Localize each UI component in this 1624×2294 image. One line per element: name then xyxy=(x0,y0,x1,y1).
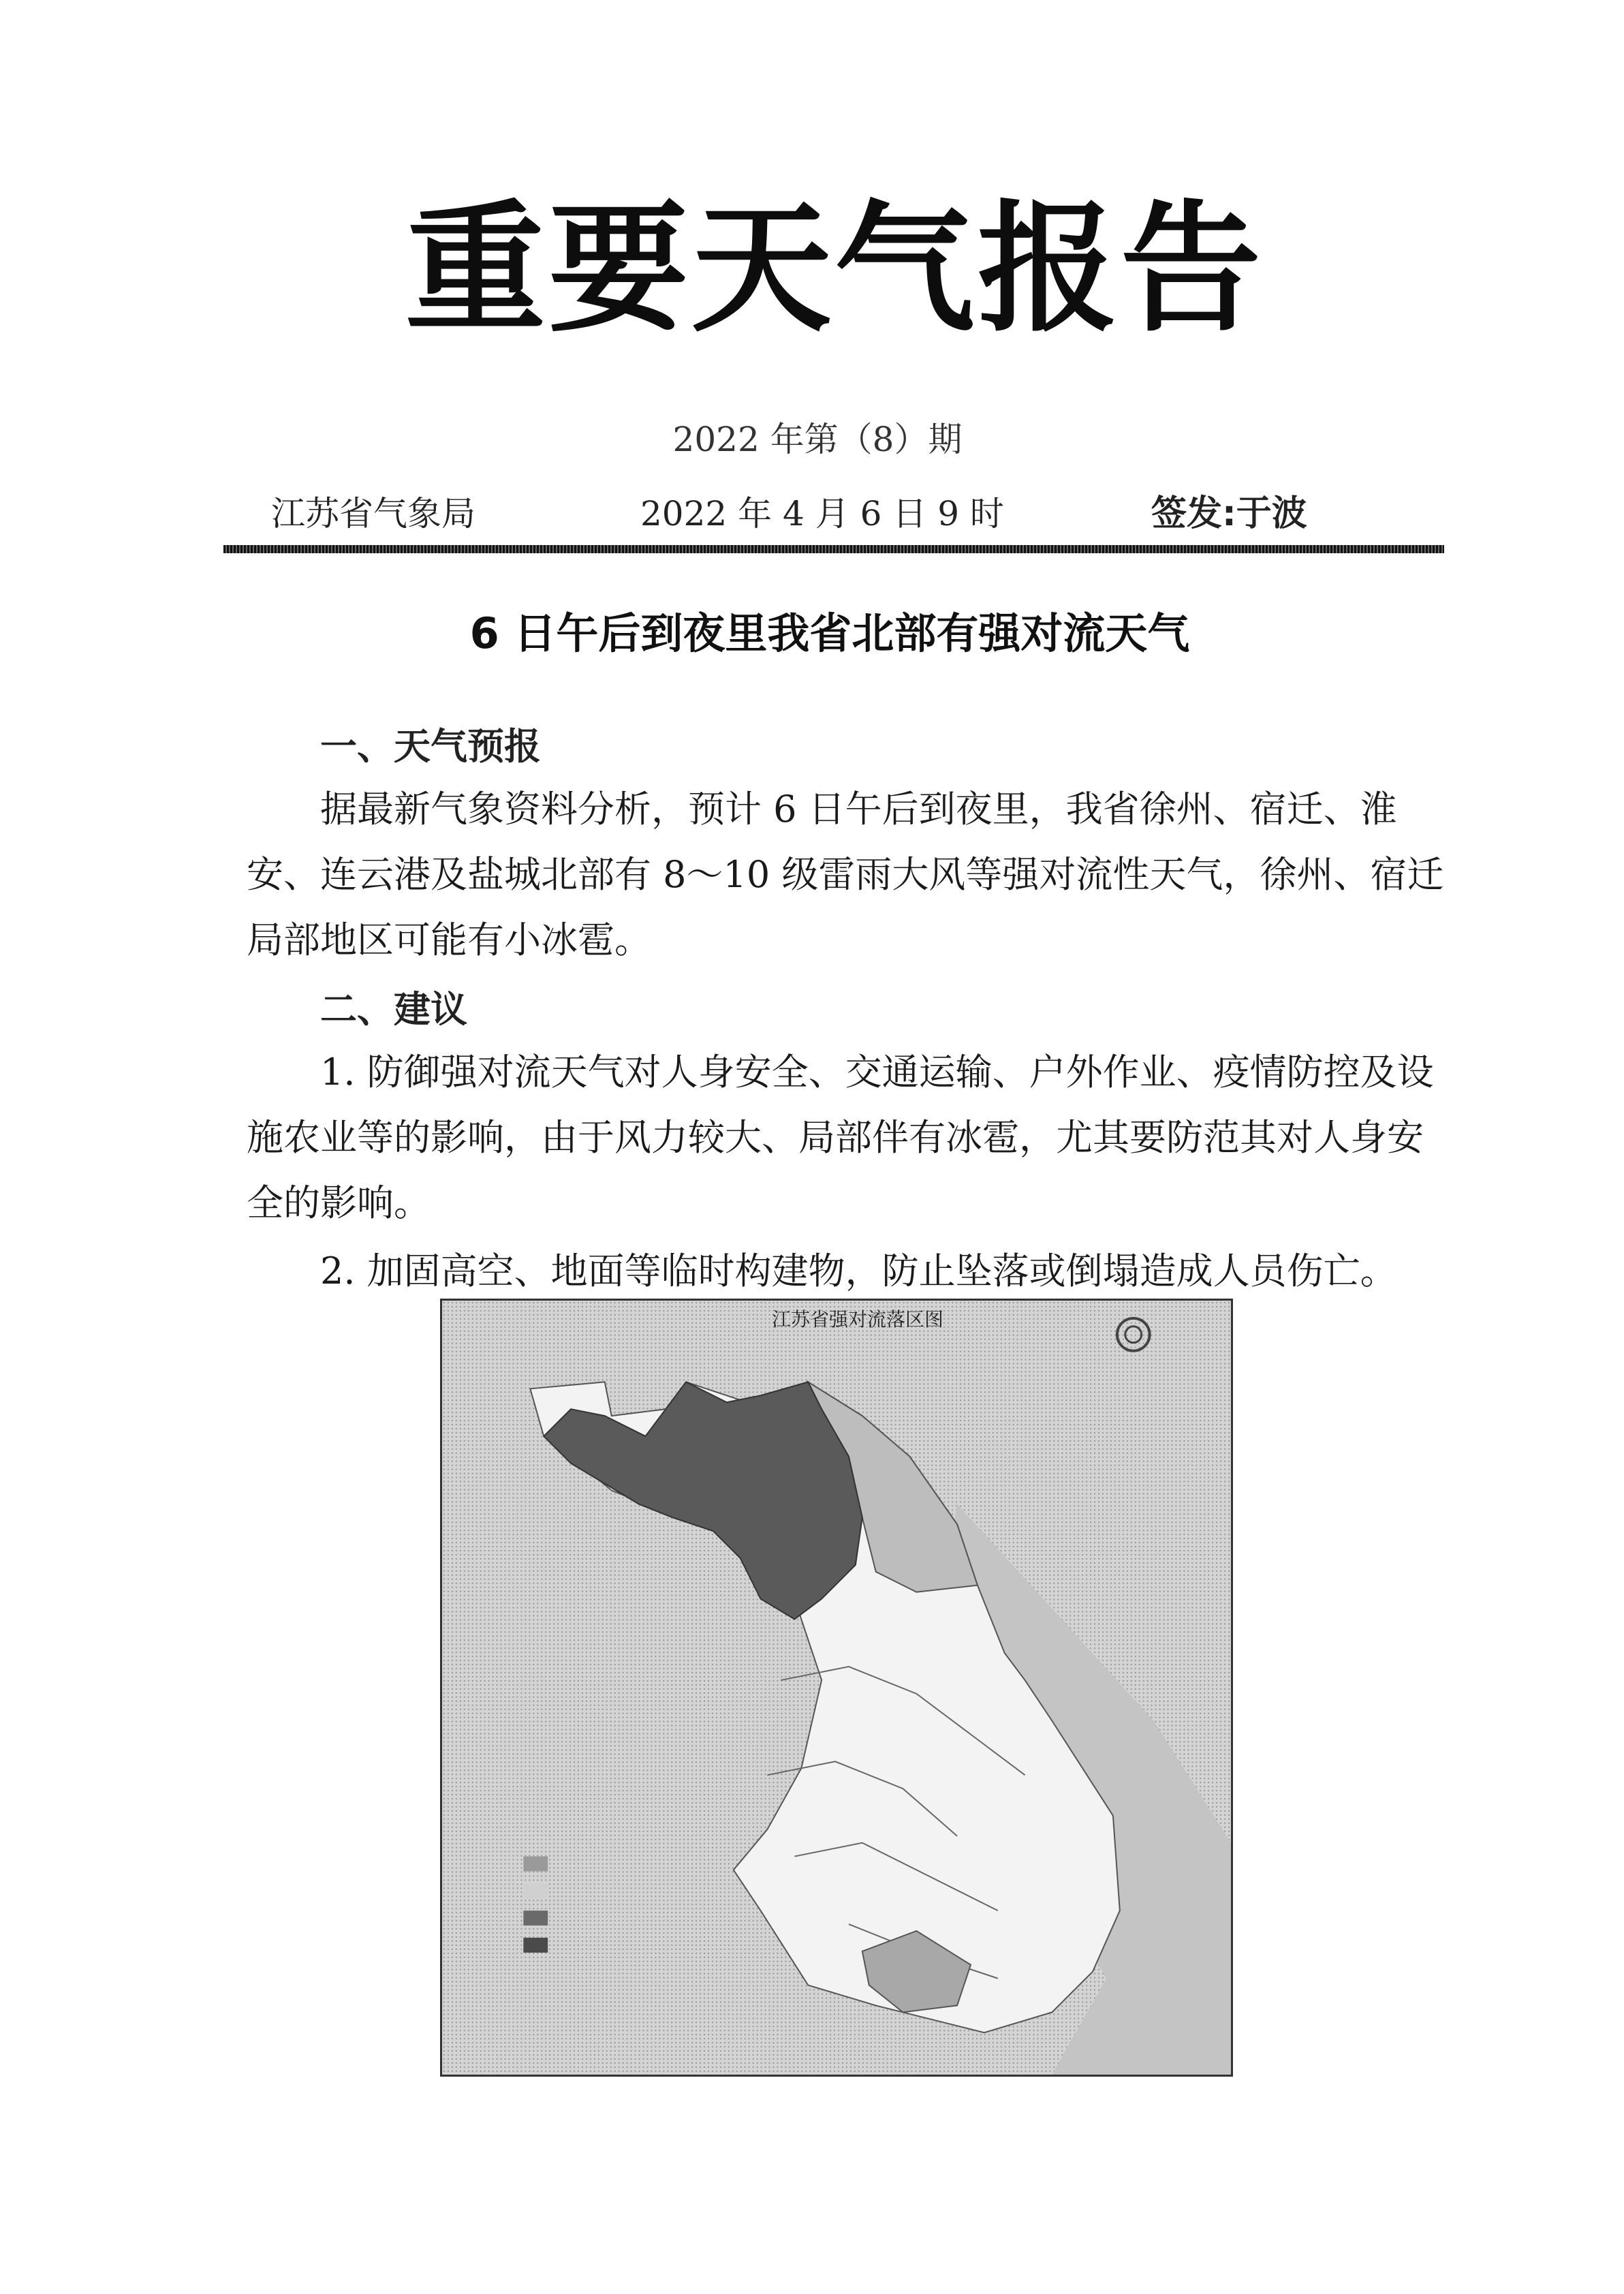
masthead-title: 重要天气报告 xyxy=(405,187,1264,351)
forecast-paragraph: 据最新气象资料分析，预计 6 日午后到夜里，我省徐州、宿迁、淮安、连云港及盐城北部有 8～10 级雷雨大风等强对流性天气，徐州、宿迁局部地区可能有小冰雹。 xyxy=(247,788,1444,961)
advice-heading: 二、建议 xyxy=(320,987,467,1031)
issue-number: 2022 年第（8）期 xyxy=(672,420,963,459)
legend-swatch-1 xyxy=(523,1857,548,1872)
signoff: 签发:于波 xyxy=(1151,493,1307,534)
forecast-heading: 一、天气预报 xyxy=(320,724,541,768)
legend-swatch-3 xyxy=(523,1910,548,1925)
issuer-name: 江苏省气象局 xyxy=(271,494,475,533)
advice-item-1: 1. 防御强对流天气对人身安全、交通运输、户外作业、疫情防控及设施农业等的影响，由于风力较大、局部伴有冰雹，尤其要防范其对人身安全的影响。 xyxy=(247,1051,1434,1224)
header-divider xyxy=(223,545,1444,553)
legend-swatch-2 xyxy=(523,1883,548,1898)
advice-item-2: 2. 加固高空、地面等临时构建物，防止坠落或倒塌造成人员伤亡。 xyxy=(320,1250,1397,1292)
legend-swatch-4 xyxy=(523,1938,548,1953)
issue-date: 2022 年 4 月 6 日 9 时 xyxy=(640,494,1004,533)
map-graphic xyxy=(442,1301,1231,2075)
severe-convection-map xyxy=(440,1299,1233,2077)
report-headline: 6 日午后到夜里我省北部有强对流天气 xyxy=(469,608,1190,658)
map-title: 江苏省强对流落区图 xyxy=(771,1308,943,1331)
